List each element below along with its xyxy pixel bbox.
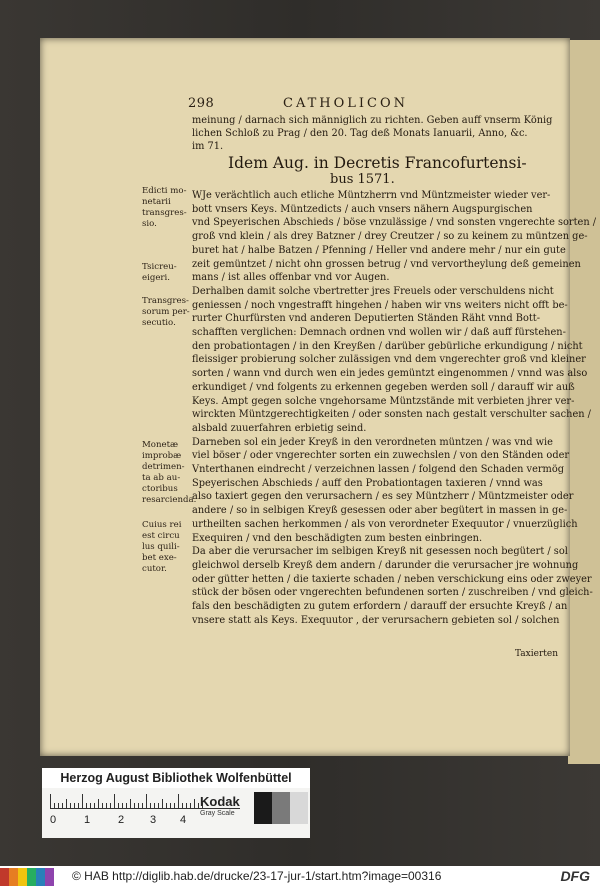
ruler-tick: [134, 803, 135, 808]
ruler-tick: [166, 803, 167, 808]
body-line: Da aber die verursacher im selbigen Kreyß nit gesessen noch begütert / sol: [192, 546, 568, 558]
body-line: buret hat / halbe Batzen / Pfenning / Heller vnd andere mehr / nur ein gute: [192, 244, 566, 256]
body-line: rurter Churfürsten vnd anderen Deputierten Ständen Räht vnnd Bott-: [192, 313, 541, 325]
ruler-tick: [138, 803, 139, 808]
ruler-tick: [54, 803, 55, 808]
marginal-note: Cuius rei: [142, 520, 182, 530]
color-swatch: [9, 868, 18, 886]
footer-bar: [0, 866, 600, 888]
body-line: Darneben sol ein jeder Kreyß in den verordneten müntzen / was vnd wie: [192, 436, 553, 448]
ruler-tick: [102, 803, 103, 808]
marginal-note: transgres-: [142, 208, 187, 218]
ruler-tick: [58, 803, 59, 808]
ruler-tick: [110, 803, 111, 808]
color-swatch: [18, 868, 27, 886]
ruler-number: 4: [180, 814, 187, 826]
ruler-tick: [146, 794, 147, 808]
ruler-tick: [126, 803, 127, 808]
copyright-link[interactable]: © HAB http://diglib.hab.de/drucke/23-17-jur-1/start.htm?image=00316: [72, 869, 442, 883]
ruler-tick: [118, 803, 119, 808]
page-number: 298: [188, 96, 215, 111]
ruler-number: 0: [50, 814, 57, 826]
body-line: sorten / wann vnd durch wen ein jedes gemüntzt eingenommen / vnnd was also: [192, 368, 588, 380]
dfg-logo: DFG: [560, 868, 590, 884]
ruler-tick: [174, 803, 175, 808]
body-line: alsbald zuuerfahren erbietig seind.: [192, 422, 367, 434]
ruler-tick: [194, 799, 195, 808]
body-line: also taxiert gegen den verursachern / es sey Müntzherr / Müntzmeister oder: [192, 491, 574, 503]
ruler-tick: [106, 803, 107, 808]
body-line: Derhalben damit solche vbertretter jres Freuels oder verschuldens nicht: [192, 285, 554, 297]
marginal-note: ta ab au-: [142, 473, 181, 483]
ruler-tick: [198, 803, 199, 808]
body-line: oder gütter hetten / die taxierte schaden / neben verschickung eins oder zweyer: [192, 573, 592, 585]
marginal-note: netarii: [142, 197, 171, 207]
gray-patch: [290, 792, 308, 824]
section-title-year: bus 1571.: [330, 172, 395, 187]
catchword: Taxierten: [515, 649, 558, 659]
marginal-note: improbæ: [142, 451, 182, 461]
body-line: mans / ist alles offenbar vnd vor Augen.: [192, 272, 390, 284]
section-title: Idem Aug. in Decretis Francofurtensi-: [228, 154, 527, 172]
body-line: urtheilten sachen herkommen / als von verordneter Exequutor / vnuerzüglich: [192, 518, 578, 530]
ruler-tick: [62, 803, 63, 808]
ruler-tick: [154, 803, 155, 808]
color-target: [42, 768, 310, 838]
ruler-tick: [94, 803, 95, 808]
body-line: bott vnsers Keys. Müntzedicts / auch vnsers nähern Augspurgischen: [192, 203, 533, 215]
body-line: vnd Speyerischen Abschieds / böse vnzulässige / vnd sonsten vngerechte sorten /: [192, 217, 597, 229]
color-swatch: [36, 868, 45, 886]
opening-line: meinung / darnach sich männiglich zu richten. Geben auff vnserm König: [192, 115, 553, 126]
body-line: WJe verächtlich auch etliche Müntzherrn vnd Müntzmeister wieder ver-: [192, 190, 551, 201]
body-line: viel böser / oder vngerechter sorten ein zuwechslen / von den Ständen oder: [192, 450, 570, 462]
marginal-note: bet exe-: [142, 553, 177, 563]
marginal-note: Tsicreu-: [142, 262, 177, 272]
ruler-tick: [50, 794, 51, 808]
marginal-note: est circu: [142, 531, 180, 541]
ruler-tick: [178, 794, 179, 808]
ruler-tick: [66, 799, 67, 808]
body-line: schafften verglichen: Demnach ordnen vnd wollen wir / daß auff fürstehen-: [192, 327, 566, 338]
ruler-tick: [74, 803, 75, 808]
body-line: fals den beschädigten zu gutem erfordern / darauff der ersuchte Kreyß / an: [192, 601, 568, 612]
kodak-logo: Kodak: [200, 794, 240, 809]
library-name: Herzog August Bibliothek Wolfenbüttel: [42, 768, 310, 788]
ruler-tick: [162, 799, 163, 808]
ruler-tick: [98, 799, 99, 808]
ruler-tick: [82, 794, 83, 808]
ruler-tick: [86, 803, 87, 808]
ruler-tick: [186, 803, 187, 808]
body-line: Vnterthanen eindrecht / verzeichnen lassen / folgend den Schaden vermög: [192, 464, 565, 475]
ruler-tick: [114, 794, 115, 808]
opening-line: im 71.: [192, 141, 224, 152]
marginal-note: eigeri.: [142, 273, 171, 283]
body-line: erkundiget / vnd folgents zu erkennen gegeben werden soll / darauff wir auß: [192, 381, 575, 393]
ruler-tick: [190, 803, 191, 808]
marginal-note: sio.: [142, 219, 157, 229]
body-line: Keys. Ampt gegen solche vngehorsame Müntzstände mit verbieten jhrer ver-: [192, 395, 575, 407]
body-line: andere / so in selbigen Kreyß gesessen oder aber begütert in massen in ge-: [192, 505, 568, 517]
ruler-tick: [90, 803, 91, 808]
marginal-note: sorum per-: [142, 307, 190, 317]
color-swatch: [27, 868, 36, 886]
body-line: fleissiger probierung solcher zulässigen vnd dem vngerechter groß vnd kleiner: [192, 354, 586, 366]
color-swatch: [45, 868, 54, 886]
ruler-tick: [70, 803, 71, 808]
body-line: wirckten Müntzgerechtigkeiten / oder sonsten nach gestalt verschulter sachen /: [192, 409, 591, 421]
marginal-note: Monetæ: [142, 440, 179, 450]
color-swatch: [0, 868, 9, 886]
marginal-note: ctoribus: [142, 484, 178, 494]
ruler-number: 2: [118, 814, 125, 826]
body-line: zeit gemüntzet / nicht ohn grossen betrug / vnd vervortheylung deß gemeinen: [192, 258, 581, 270]
marginal-note: Transgres-: [142, 296, 189, 306]
opening-line: lichen Schloß zu Prag / den 20. Tag deß Monats Ianuarii, Anno, &c.: [192, 128, 528, 139]
marginal-note: secutio.: [142, 318, 176, 328]
ruler-tick: [142, 803, 143, 808]
ruler-number: 1: [84, 814, 91, 826]
body-line: groß vnd klein / als drey Batzner / drey Creutzer / so zu keinem zu müntzen ge-: [192, 231, 588, 243]
ruler-tick: [182, 803, 183, 808]
ruler-tick: [78, 803, 79, 808]
marginal-note: lus quili-: [142, 542, 180, 552]
marginal-note: resarcienda.: [142, 495, 197, 505]
ruler-number: 3: [150, 814, 157, 826]
ruler-tick: [170, 803, 171, 808]
marginal-note: detrimen-: [142, 462, 185, 472]
gray-patch: [272, 792, 290, 824]
running-head: CATHOLICON: [283, 96, 409, 111]
marginal-note: Edicti mo-: [142, 186, 187, 196]
body-line: den probationtagen / in den Kreyßen / darüber gebürliche erkundigung / nicht: [192, 340, 583, 352]
ruler-tick: [150, 803, 151, 808]
body-line: geniessen / noch vngestrafft hingehen / haben wir vns weiters nicht offt be-: [192, 299, 568, 311]
ruler-tick: [158, 803, 159, 808]
body-line: Speyerischen Abschieds / auff den Probationtagen taxieren / vnnd was: [192, 477, 543, 489]
body-line: Exequiren / vnd den beschädigten zum besten einbringen.: [192, 532, 483, 544]
body-line: gleichwol derselb Kreyß dem andern / darunder die verursacher jre wohnung: [192, 559, 579, 571]
ruler-tick: [122, 803, 123, 808]
color-strip: [0, 868, 54, 886]
marginal-note: cutor.: [142, 564, 167, 574]
ruler-tick: [130, 799, 131, 808]
grayscale-label: Gray Scale: [200, 810, 235, 817]
body-line: vnsere statt als Keys. Exequutor , der verursachern gebieten sol / solchen: [192, 614, 560, 626]
body-line: stück der bösen oder vngerechten befundenen sorten / zuschreiben / vnd gleich-: [192, 587, 593, 599]
gray-patch: [254, 792, 272, 824]
